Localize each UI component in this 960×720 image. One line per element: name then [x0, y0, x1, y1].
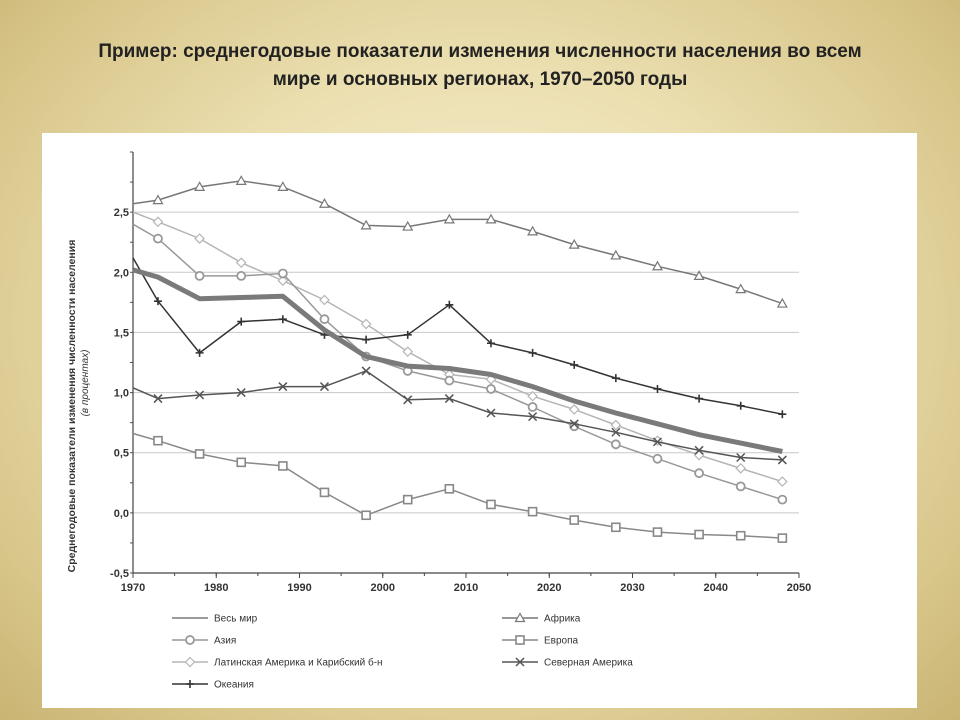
x-tick-label: 2030 — [620, 582, 645, 594]
series-line — [133, 258, 782, 414]
data-point — [279, 315, 287, 323]
data-point — [736, 464, 745, 473]
data-point — [320, 295, 329, 304]
slide-title-line-2: мире и основных регионах, 1970–2050 годы — [272, 69, 688, 90]
data-point — [612, 374, 620, 382]
legend-label: Азия — [214, 635, 237, 647]
data-point — [570, 405, 579, 414]
data-point — [778, 534, 786, 542]
data-point — [695, 451, 704, 460]
axes — [110, 152, 811, 594]
legend-label: Океания — [214, 679, 254, 691]
series-1 — [133, 270, 782, 452]
legend-item — [172, 636, 236, 647]
data-point — [570, 516, 578, 524]
line-chart — [42, 133, 917, 708]
slide-title-line-1: Пример: среднегодовые показатели изменения численности населения во всем — [98, 41, 862, 62]
legend-item — [502, 613, 581, 625]
data-point — [737, 482, 745, 490]
chart-panel — [42, 133, 917, 708]
x-tick-label: 1980 — [204, 582, 229, 594]
series-5 — [133, 212, 787, 486]
legend-label: Европа — [544, 635, 579, 647]
series-3 — [133, 224, 786, 503]
x-tick-label: 2040 — [703, 582, 728, 594]
series-line — [133, 224, 782, 499]
data-point — [404, 496, 412, 504]
data-point — [695, 531, 703, 539]
x-tick-label: 2050 — [786, 582, 812, 594]
series-2 — [133, 176, 787, 307]
legend-label: Весь мир — [214, 613, 258, 625]
data-point — [778, 496, 786, 504]
data-point — [778, 410, 786, 418]
legend — [172, 613, 633, 691]
legend-marker — [186, 636, 194, 644]
data-point — [153, 217, 162, 226]
data-point — [529, 349, 537, 357]
data-point — [529, 403, 537, 411]
data-point — [237, 258, 246, 267]
slide-title — [60, 38, 900, 94]
data-point — [445, 377, 453, 385]
data-point — [154, 235, 162, 243]
legend-label: Северная Америка — [544, 657, 633, 669]
data-point — [653, 385, 661, 393]
data-point — [778, 477, 787, 486]
legend-label: Латинская Америка и Карибский б-н — [214, 657, 383, 669]
x-tick-label: 1970 — [120, 582, 146, 594]
y-tick-label: 2,5 — [113, 207, 129, 220]
data-point — [653, 455, 661, 463]
data-point — [737, 402, 745, 410]
legend-item — [172, 680, 254, 691]
y-axis-title — [66, 240, 91, 573]
y-tick-label: 1,0 — [113, 387, 129, 400]
legend-item — [172, 657, 383, 669]
series-4 — [133, 434, 786, 543]
data-point — [196, 450, 204, 458]
y-tick-label: 2,0 — [113, 267, 129, 280]
data-point — [237, 176, 246, 184]
y-axis-label: Среднегодовые показатели изменения численности населения — [66, 239, 78, 573]
y-tick-label: 0,0 — [113, 507, 129, 520]
data-point — [237, 458, 245, 466]
series-line — [133, 270, 782, 452]
data-point — [445, 485, 453, 493]
data-point — [695, 395, 703, 403]
data-point — [154, 437, 162, 445]
data-point — [570, 361, 578, 369]
data-point — [529, 508, 537, 516]
legend-label: Африка — [544, 613, 581, 625]
data-point — [362, 511, 370, 519]
data-point — [320, 488, 328, 496]
data-point — [195, 234, 204, 243]
data-point — [737, 532, 745, 540]
data-point — [279, 269, 287, 277]
series-line — [133, 181, 782, 304]
series-line — [133, 371, 782, 460]
legend-marker — [186, 680, 194, 688]
data-point — [320, 315, 328, 323]
data-point — [196, 272, 204, 280]
legend-marker — [516, 636, 524, 644]
y-tick-label: 0,5 — [113, 447, 129, 460]
data-point — [695, 469, 703, 477]
x-tick-label: 2010 — [453, 582, 479, 594]
data-point — [403, 347, 412, 356]
y-axis-unit: (в процентах) — [80, 349, 91, 417]
data-point — [653, 528, 661, 536]
data-point — [237, 272, 245, 280]
data-point — [279, 462, 287, 470]
data-point — [487, 385, 495, 393]
data-point — [612, 440, 620, 448]
data-point — [362, 367, 370, 375]
legend-item — [172, 614, 258, 625]
data-point — [487, 500, 495, 508]
data-point — [362, 336, 370, 344]
data-point — [362, 320, 371, 329]
series-line — [133, 212, 782, 482]
data-point — [612, 523, 620, 531]
series-7 — [133, 258, 786, 418]
legend-item — [502, 636, 579, 647]
x-tick-label: 2020 — [537, 582, 562, 594]
x-tick-label: 2000 — [370, 582, 395, 594]
legend-item — [502, 658, 633, 669]
legend-marker — [186, 658, 195, 667]
series-6 — [133, 367, 786, 464]
series-lines — [133, 176, 787, 542]
x-tick-label: 1990 — [287, 582, 312, 594]
series-line — [133, 434, 782, 539]
y-tick-label: -0,5 — [110, 568, 129, 580]
y-tick-label: 1,5 — [113, 327, 129, 340]
